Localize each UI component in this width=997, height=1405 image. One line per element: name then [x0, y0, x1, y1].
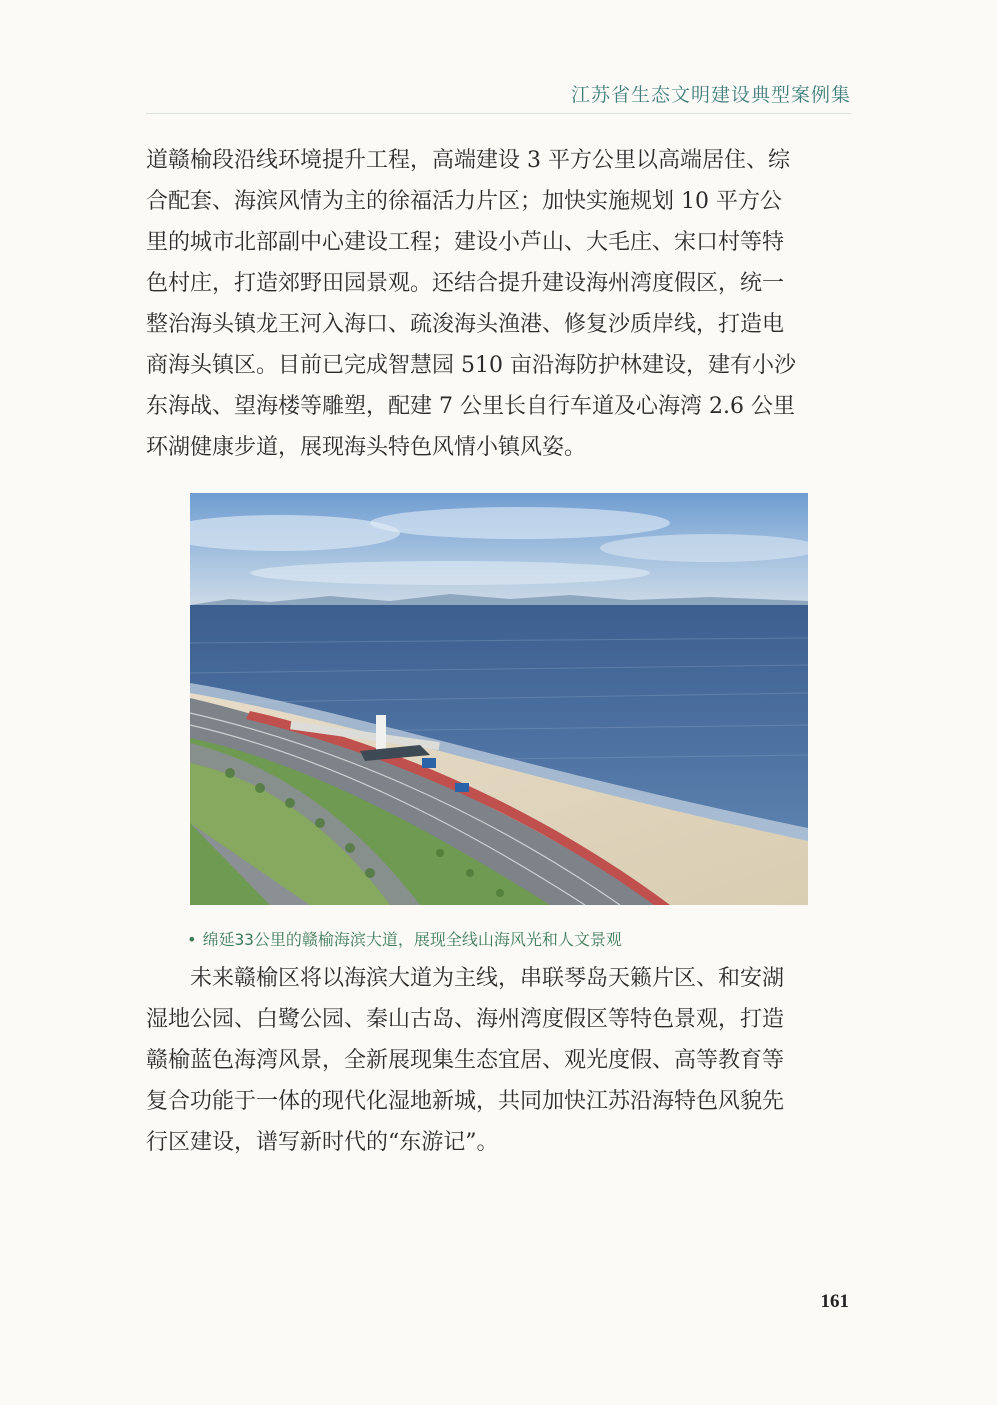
- coastal-road-photo: [190, 493, 808, 905]
- text-line: 道赣榆段沿线环境提升工程，高端建设 3 平方公里以高端居住、综: [146, 148, 790, 173]
- bullet-icon: •: [187, 930, 197, 949]
- text-line: 湿地公园、白鹭公园、秦山古岛、海州湾度假区等特色景观，打造: [146, 1007, 785, 1032]
- body-paragraph-1: [146, 140, 852, 468]
- body-paragraph-2: [146, 958, 852, 1163]
- text-line: 商海头镇区。目前已完成智慧园 510 亩沿海防护林建设，建有小沙: [146, 353, 796, 378]
- text-line: 环湖健康步道，展现海头特色风情小镇风姿。: [146, 435, 587, 460]
- text-line: 整治海头镇龙王河入海口、疏浚海头渔港、修复沙质岸线，打造电: [146, 312, 785, 337]
- page-number: 161: [820, 1291, 849, 1312]
- running-header: 江苏省生态文明建设典型案例集: [570, 84, 851, 106]
- text-line: 里的城市北部副中心建设工程；建设小芦山、大毛庄、宋口村等特: [146, 230, 785, 255]
- text-line: 复合功能于一体的现代化湿地新城，共同加快江苏沿海特色风貌先: [146, 1089, 785, 1114]
- text-line: 赣榆蓝色海湾风景，全新展现集生态宜居、观光度假、高等教育等: [146, 1048, 785, 1073]
- text-line: 行区建设，谱写新时代的“东游记”。: [146, 1130, 499, 1155]
- text-line: 未来赣榆区将以海滨大道为主线，串联琴岛天籁片区、和安湖: [146, 966, 785, 991]
- header-divider: [146, 113, 851, 114]
- figure-caption: [187, 927, 622, 950]
- text-line: 合配套、海滨风情为主的徐福活力片区；加快实施规划 10 平方公: [146, 189, 782, 214]
- caption-text: 绵延33公里的赣榆海滨大道，展现全线山海风光和人文景观: [202, 930, 622, 949]
- text-line: 东海战、望海楼等雕塑，配建 7 公里长自行车道及心海湾 2.6 公里: [146, 394, 795, 419]
- text-line: 色村庄，打造郊野田园景观。还结合提升建设海州湾度假区，统一: [146, 271, 785, 296]
